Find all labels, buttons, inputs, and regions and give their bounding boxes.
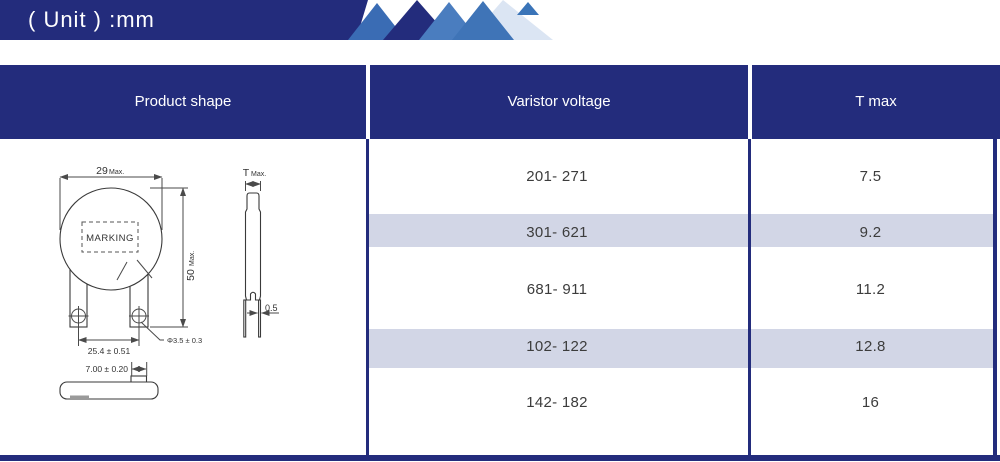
marking-strip bbox=[70, 396, 89, 401]
voltage-cell: 301- 621 bbox=[526, 224, 588, 241]
varistor-drawing bbox=[20, 150, 300, 415]
side-body bbox=[246, 193, 261, 300]
tmax-cell: 11.2 bbox=[855, 281, 886, 298]
voltage-cell: 201- 271 bbox=[526, 168, 588, 185]
tmax-cell: 16 bbox=[861, 394, 880, 411]
voltage-cell: 142- 182 bbox=[526, 394, 588, 411]
tmax-cell: 12.8 bbox=[855, 338, 886, 355]
ext-lines bbox=[79, 326, 140, 346]
table-bottom-bar bbox=[0, 455, 1000, 461]
voltage-cell: 102- 122 bbox=[526, 338, 588, 355]
header-product-shape: Product shape bbox=[134, 93, 232, 110]
leader-line bbox=[141, 322, 164, 340]
decorative-triangles-icon bbox=[340, 0, 560, 41]
unit-label: ( Unit ) :mm bbox=[28, 7, 155, 32]
table-right-border bbox=[993, 139, 997, 455]
voltage-cell: 681- 911 bbox=[526, 281, 588, 298]
ext-lines bbox=[246, 181, 261, 191]
tmax-cell: 7.5 bbox=[859, 168, 882, 185]
lead-dia-label: 0.5 bbox=[265, 303, 278, 313]
dim-width-unit: Max. bbox=[109, 169, 125, 176]
tmax-cell: 9.2 bbox=[859, 224, 882, 241]
lead-spacing-label: 25.4 ± 0.51 bbox=[87, 346, 131, 356]
hole-dia-label: Φ3.5 ± 0.3 bbox=[167, 336, 203, 345]
header-varistor-voltage: Varistor voltage bbox=[507, 93, 611, 110]
dim-width-value: 29 bbox=[96, 165, 108, 177]
tab-width-label: 7.00 ± 0.20 bbox=[85, 364, 128, 374]
dim-height-unit: Max. bbox=[189, 250, 196, 266]
lead-wire bbox=[244, 300, 246, 337]
dim-thickness-unit: Max. bbox=[251, 171, 267, 178]
lead-wire bbox=[259, 300, 261, 337]
dim-thickness-value: T bbox=[242, 167, 250, 179]
header-t-max: T max bbox=[855, 93, 897, 110]
marking-label: MARKING bbox=[86, 233, 134, 244]
dim-height-value: 50 bbox=[185, 269, 197, 281]
